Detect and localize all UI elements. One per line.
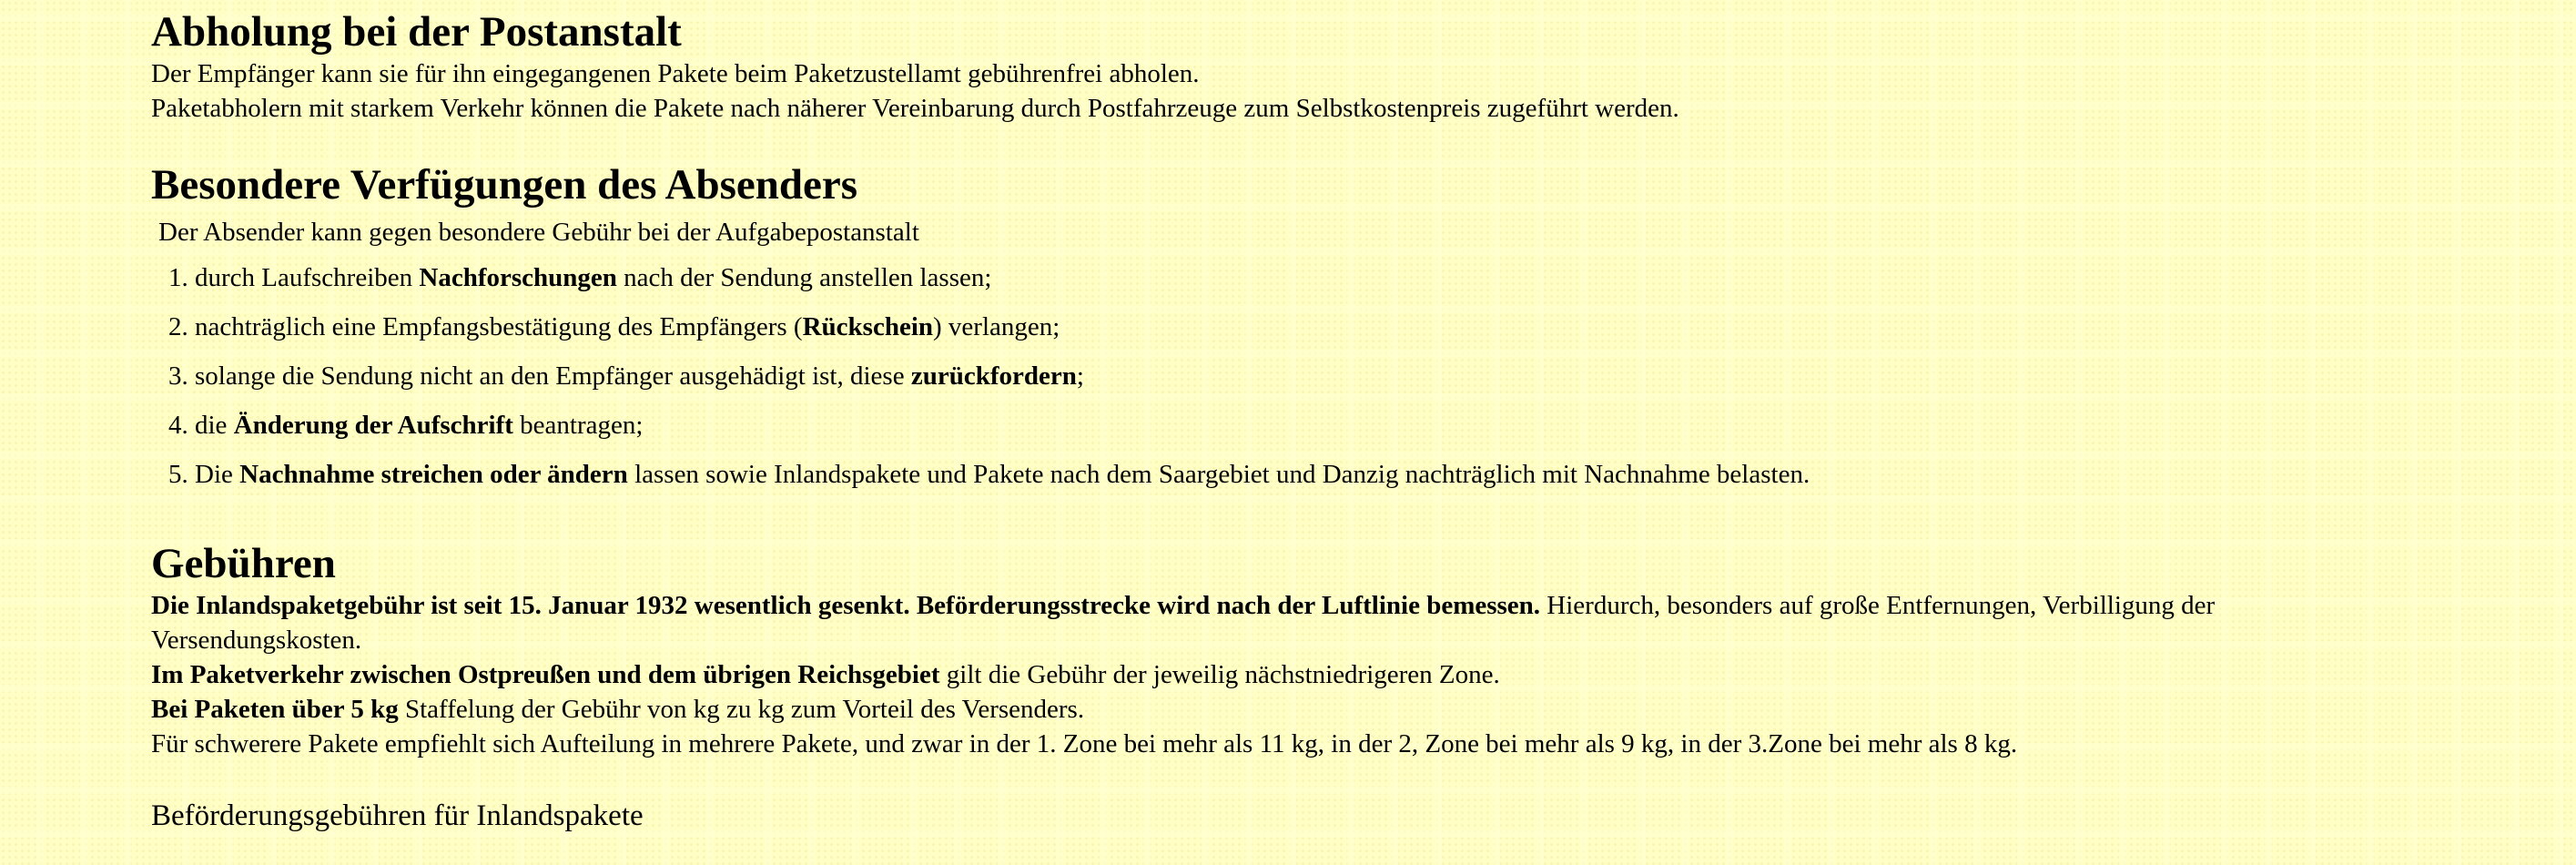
abholung-line-1: Der Empfänger kann sie für ihn eingegangenen Pakete beim Paketzustellamt gebührenfrei abholen.	[151, 59, 1200, 88]
list-item-bold: Änderung der Aufschrift	[233, 411, 513, 440]
list-item-text: beantragen;	[512, 411, 644, 440]
gebuehren-p1-text: Hierdurch, besonders auf große Entfernungen, Verbilligung der Versendungskosten.	[151, 591, 2216, 655]
abholung-line-2: Paketabholern mit starkem Verkehr können die Pakete nach näherer Vereinbarung durch Postfahrzeuge zum Selbstkostenpreis zugeführt werden.	[151, 94, 1679, 123]
list-item-text: nachträglich eine Empfangsbestätigung des Empfängers (	[195, 312, 803, 341]
list-item	[195, 260, 1810, 295]
heading-gebuehren: Gebühren	[151, 540, 336, 587]
list-item-text: solange die Sendung nicht an den Empfänger ausgehädigt ist, diese	[195, 361, 911, 391]
list-item-text: Die	[195, 460, 240, 489]
list-item-bold: zurückfordern	[910, 361, 1077, 391]
section-gebuehren	[151, 539, 2399, 761]
verfuegungen-intro: Der Absender kann gegen besondere Gebühr bei der Aufgabepostanstalt	[158, 218, 919, 247]
gebuehren-p2-text: gilt die Gebühr der jeweilig nächstniedrigeren Zone.	[939, 660, 1500, 689]
table-caption: Beförderungsgebühren für Inlandspakete	[151, 799, 644, 832]
gebuehren-paragraph-4: Für schwerere Pakete empfiehlt sich Aufteilung in mehrere Pakete, und zwar in der 1. Zone bei mehr als 11 kg, in der 2, Zone bei mehr als 9 kg, in der 3.Zone bei mehr als 8 kg.	[151, 729, 2018, 758]
list-item	[195, 408, 1810, 443]
list-item-text: durch Laufschreiben	[195, 263, 420, 292]
gebuehren-paragraph-1	[151, 588, 2399, 657]
list-item-bold: Nachforschungen	[419, 263, 617, 292]
list-item-text: nach der Sendung anstellen lassen;	[616, 263, 992, 292]
gebuehren-paragraph-2	[151, 657, 2399, 692]
heading-abholung: Abholung bei der Postanstalt	[151, 8, 682, 56]
list-item-text: lassen sowie Inlandspakete und Pakete nach dem Saargebiet und Danzig nachträglich mit Nachnahme belasten.	[627, 460, 1810, 489]
list-item-text: ;	[1076, 361, 1084, 391]
heading-verfuegungen: Besondere Verfügungen des Absenders	[151, 161, 858, 209]
list-item	[195, 310, 1810, 344]
section-abholung	[151, 7, 1679, 126]
gebuehren-p1-bold: Die Inlandspaketgebühr ist seit 15. Januar 1932 wesentlich gesenkt. Beförderungsstrecke wird nach der Luftlinie bemessen.	[151, 591, 1541, 620]
verfuegungen-list	[151, 260, 1810, 492]
list-item-text: die	[195, 411, 234, 440]
list-item	[195, 359, 1810, 393]
list-item	[195, 457, 1810, 492]
gebuehren-p2-bold: Im Paketverkehr zwischen Ostpreußen und dem übrigen Reichsgebiet	[151, 660, 940, 689]
list-item-bold: Nachnahme streichen oder ändern	[239, 460, 628, 489]
section-verfuegungen	[151, 160, 1810, 506]
list-item-text: ) verlangen;	[933, 312, 1060, 341]
gebuehren-p3-bold: Bei Paketen über 5 kg	[151, 695, 399, 724]
gebuehren-paragraph-3	[151, 692, 2399, 727]
list-item-bold: Rückschein	[802, 312, 934, 341]
gebuehren-p3-text: Staffelung der Gebühr von kg zu kg zum Vorteil des Versenders.	[398, 695, 1085, 724]
